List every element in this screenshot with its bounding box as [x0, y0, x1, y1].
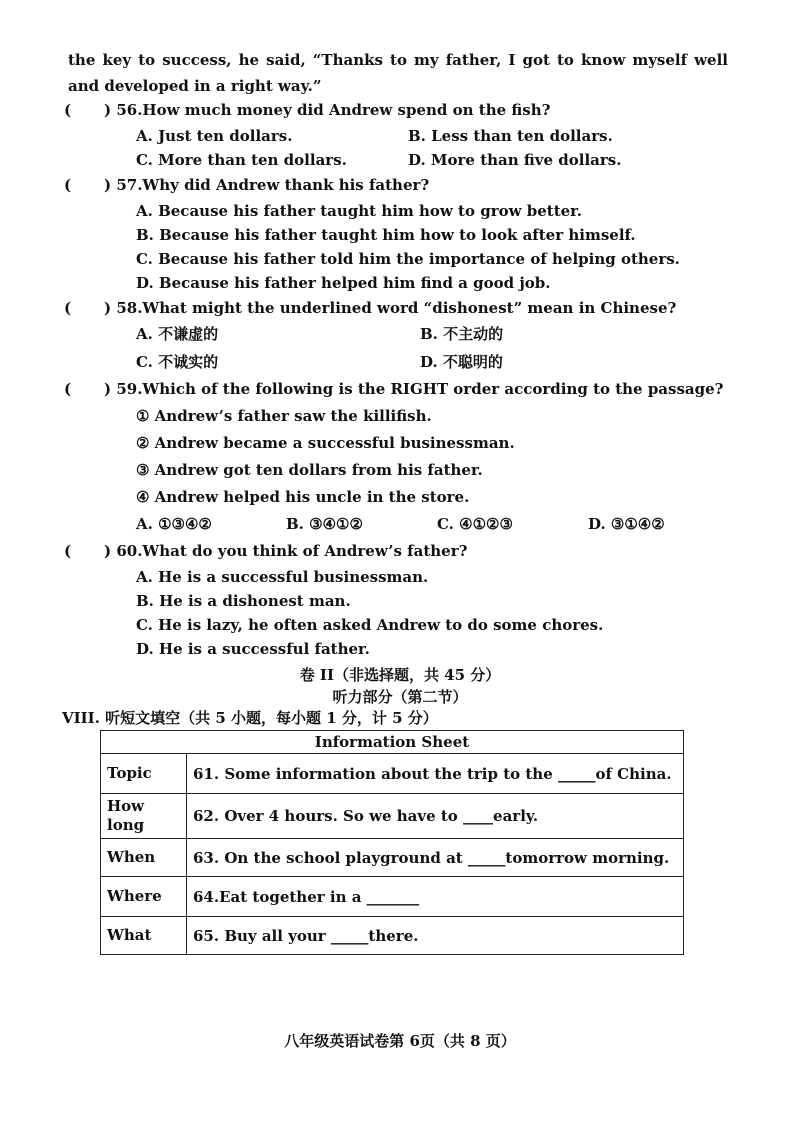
option-57-d: D. Because his father helped him find a good job. [136, 274, 551, 292]
section-subtitle: 听力部分（第二节） [332, 688, 468, 706]
option-58-b: B. 不主动的 [420, 325, 504, 343]
option-58-a: A. 不谦虚的 [136, 325, 219, 343]
answer-paren: ( [64, 380, 72, 398]
option-60-b: B. He is a dishonest man. [136, 592, 351, 610]
option-59-d: D. ③①④② [588, 515, 665, 533]
table-header-row [101, 731, 684, 754]
table-row [101, 754, 684, 794]
event-3: ③ Andrew got ten dollars from his father. [136, 461, 483, 479]
event-1: ① Andrew’s father saw the killifish. [136, 407, 432, 425]
row-label: How long [101, 794, 187, 839]
row-label: What [101, 917, 187, 955]
section-title: 卷 II（非选择题，共 45 分） [299, 666, 501, 684]
row-content: 64.Eat together in a _______ [187, 877, 684, 917]
option-58-c: C. 不诚实的 [136, 353, 219, 371]
answer-paren: ( [64, 299, 72, 317]
row-content: 63. On the school playground at _____tomorrow morning. [187, 839, 684, 877]
option-56-a: A. Just ten dollars. [136, 127, 293, 145]
question-58: ) 58.What might the underlined word “dishonest” mean in Chinese? [104, 299, 677, 317]
answer-paren: ( [64, 101, 72, 119]
option-59-b: B. ③④①② [286, 515, 363, 533]
row-content: 61. Some information about the trip to the _____of China. [187, 754, 684, 794]
option-56-d: D. More than five dollars. [408, 151, 622, 169]
row-label: When [101, 839, 187, 877]
question-60: ) 60.What do you think of Andrew’s father? [104, 542, 468, 560]
event-4: ④ Andrew helped his uncle in the store. [136, 488, 470, 506]
question-56: ) 56.How much money did Andrew spend on the fish? [104, 101, 551, 119]
option-60-d: D. He is a successful father. [136, 640, 370, 658]
question-57: ) 57.Why did Andrew thank his father? [104, 176, 430, 194]
table-row [101, 839, 684, 877]
table-row [101, 794, 684, 839]
section-heading: VIII. 听短文填空（共 5 小题，每小题 1 分，计 5 分） [62, 709, 438, 727]
row-label: Topic [101, 754, 187, 794]
option-58-d: D. 不聪明的 [420, 353, 503, 371]
option-59-c: C. ④①②③ [437, 515, 513, 533]
row-content: 65. Buy all your _____there. [187, 917, 684, 955]
passage-ending: the key to success, he said, “Thanks to my father, I got to know myself well and developed in a right way.” [68, 51, 728, 95]
option-60-c: C. He is lazy, he often asked Andrew to do some chores. [136, 616, 604, 634]
option-59-a: A. ①③④② [136, 515, 212, 533]
event-2: ② Andrew became a successful businessman. [136, 434, 515, 452]
page-footer: 八年级英语试卷第 6页（共 8 页） [284, 1032, 516, 1050]
option-57-a: A. Because his father taught him how to grow better. [136, 202, 582, 220]
table-header: Information Sheet [101, 731, 684, 754]
question-59: ) 59.Which of the following is the RIGHT order according to the passage? [104, 380, 724, 398]
option-56-b: B. Less than ten dollars. [408, 127, 613, 145]
table-row [101, 877, 684, 917]
option-60-a: A. He is a successful businessman. [136, 568, 429, 586]
row-content: 62. Over 4 hours. So we have to ____early. [187, 794, 684, 839]
table-row [101, 917, 684, 955]
answer-paren: ( [64, 542, 72, 560]
answer-paren: ( [64, 176, 72, 194]
row-label: Where [101, 877, 187, 917]
option-57-b: B. Because his father taught him how to look after himself. [136, 226, 636, 244]
option-56-c: C. More than ten dollars. [136, 151, 347, 169]
option-57-c: C. Because his father told him the importance of helping others. [136, 250, 680, 268]
information-sheet [100, 730, 684, 955]
